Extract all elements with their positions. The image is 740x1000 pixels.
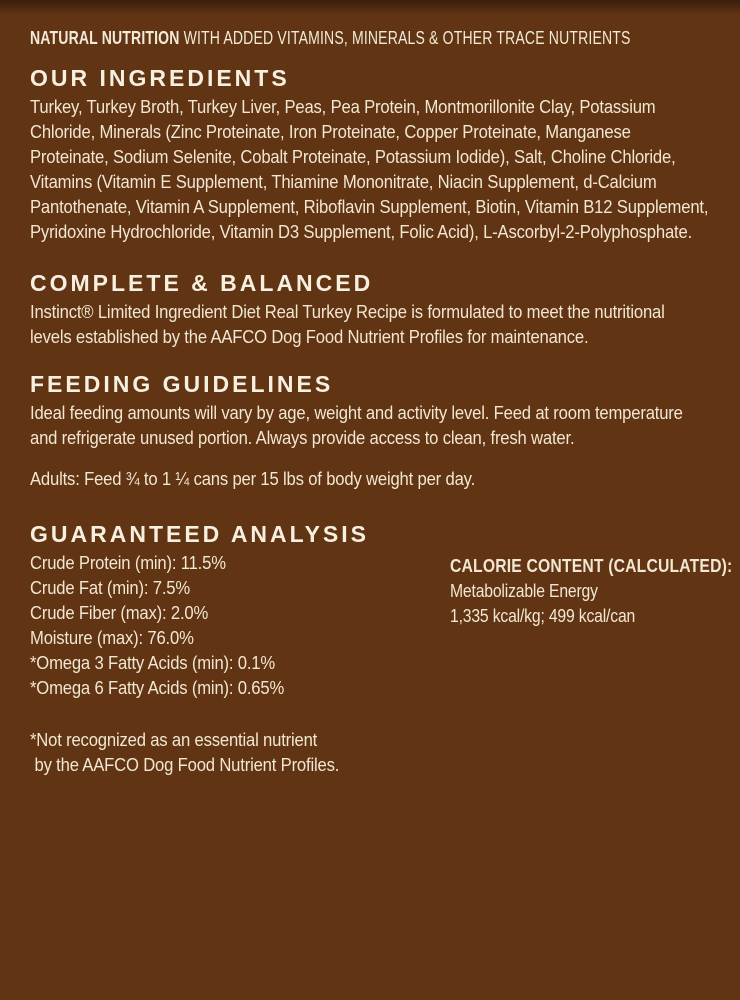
analysis-item-moisture: Moisture (max): 76.0% (30, 627, 194, 648)
analysis-item-omega6: *Omega 6 Fatty Acids (min): 0.65% (30, 677, 285, 698)
tagline (30, 27, 716, 50)
tagline-rest: WITH ADDED VITAMINS, MINERALS & OTHER TRACE NUTRIENTS (179, 28, 631, 48)
calorie-content-block (450, 553, 740, 628)
analysis-item-crude-fiber: Crude Fiber (max): 2.0% (30, 602, 209, 623)
tagline-bold: NATURAL NUTRITION (30, 28, 180, 48)
guaranteed-analysis-row (30, 550, 733, 700)
calorie-energy-label: Metabolizable Energy (450, 580, 598, 601)
analysis-item-crude-fat: Crude Fat (min): 7.5% (30, 577, 191, 598)
calorie-content-heading: CALORIE CONTENT (CALCULATED): (450, 555, 733, 576)
analysis-item-omega3: *Omega 3 Fatty Acids (min): 0.1% (30, 652, 276, 673)
feeding-guidelines-heading: FEEDING GUIDELINES (30, 371, 334, 397)
footnote-line2: by the AAFCO Dog Food Nutrient Profiles. (34, 754, 340, 775)
analysis-item-crude-protein: Crude Protein (min): 11.5% (30, 552, 226, 573)
guaranteed-analysis-heading: GUARANTEED ANALYSIS (30, 521, 369, 547)
label-content (30, 0, 733, 777)
footnote-line1: *Not recognized as an essential nutrient (30, 729, 318, 750)
footnote (30, 727, 710, 777)
calorie-energy-values: 1,335 kcal/kg; 499 kcal/can (450, 605, 636, 626)
ingredients-text: Turkey, Turkey Broth, Turkey Liver, Peas, Pea Protein, Montmorillonite Clay, Potassium Chloride, Minerals (Zinc Proteinate, Iron Proteinate, Copper Proteinate, Manganese Proteinate, Sodium Selenite, Cobalt Proteinate, Potassium Iodide), Salt, Choline Chloride, Vitamins (Vitamin E Supplement, Thiamine Mononitrate, Niacin Supplement, d-Calcium Pantothenate, Vitamin A Supplement, Riboflavin Supplement, Biotin, Vitamin B12 Supplement, Pyridoxine Hydrochloride, Vitamin D3 Supplement, Folic Acid), L-Ascorbyl-2-Polyphosphate. (30, 96, 709, 242)
feeding-guidelines-text: Ideal feeding amounts will vary by age, weight and activity level. Feed at room temperature and refrigerate unused portion. Always provide access to clean, fresh water. (30, 402, 683, 448)
feeding-adults-line: Adults: Feed ¾ to 1 ¼ cans per 15 lbs of body weight per day. (30, 468, 476, 489)
complete-balanced-text: Instinct® Limited Ingredient Diet Real Turkey Recipe is formulated to meet the nutritional levels established by the AAFCO Dog Food Nutrient Profiles for maintenance. (30, 301, 665, 347)
ingredients-heading: OUR INGREDIENTS (30, 65, 290, 91)
complete-balanced-heading: COMPLETE & BALANCED (30, 270, 374, 296)
